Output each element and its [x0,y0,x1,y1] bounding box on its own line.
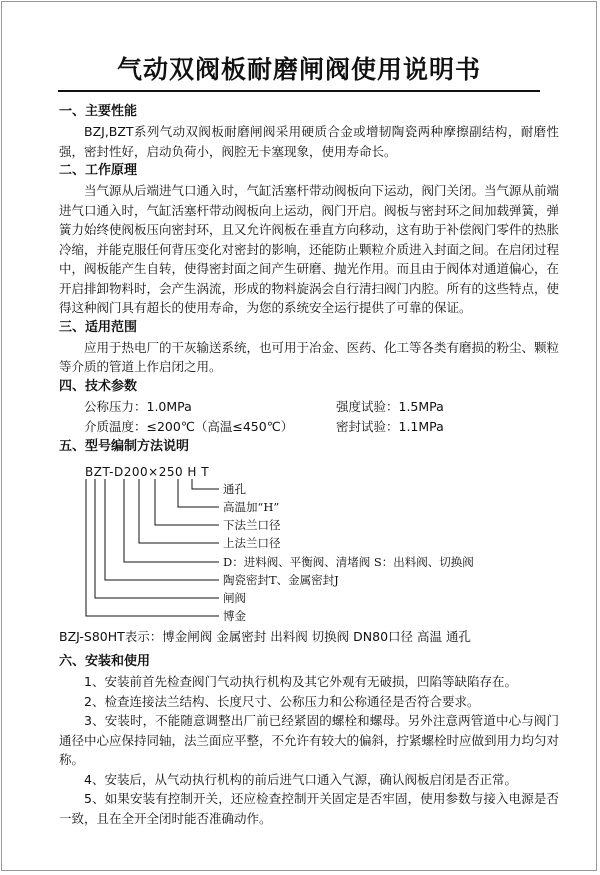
section-text-scope: 应用于热电厂的干灰输送系统，也可用于冶金、医药、化工等各类有磨损的粉尘、颗粒等介质的管道上作启闭之用。 [59,339,560,374]
model-label-brand: 博金 [223,608,246,623]
spec-table [84,397,559,437]
spec-seal-test: 密封试验：1.1MPa [336,418,444,434]
spec-temperature: 介质温度：≤200℃（高温≤450℃） [84,418,294,434]
manual-page [1,1,597,871]
model-code: BZT-D200×250 H T [85,464,210,479]
manual-body [59,102,559,828]
section-heading-principle: 二、工作原理 [59,163,138,178]
spec-strength-test: 强度试验：1.5MPa [336,398,444,414]
section-text-performance: BZJ,BZT系列气动双阀板耐磨闸阀采用硬质合金或增韧陶瓷两种摩擦副结构，耐磨性强，密封性好，启动负荷小，阀腔无卡塞现象，使用寿命长。 [59,124,559,159]
page-title: 气动双阀板耐磨闸阀使用说明书 [116,55,481,84]
model-label-seal-type: 陶瓷密封T、金属密封J [223,572,339,587]
install-item-1: 1、安装前首先检查阀门气动执行机构及其它外观有无破损，凹陷等缺陷存在。 [84,674,517,689]
title-underline [58,90,540,92]
model-label-through-hole: 通孔 [223,481,246,496]
section-heading-specs: 四、技术参数 [59,378,138,394]
section-heading-model: 五、型号编制方法说明 [59,438,190,454]
model-code-diagram [59,461,559,623]
model-code-leader-lines [59,461,559,623]
model-label-upper-flange: 上法兰口径 [223,535,281,550]
spec-pressure: 公称压力：1.0MPa [84,398,192,414]
install-item-2: 2、检查连接法兰结构、长度尺寸、公称压力和公称通径是否符合要求。 [84,693,480,709]
install-item-4: 4、安装后，从气动执行机构的前后进气口通入气源，确认阀板启闭是否正常。 [84,771,517,787]
model-label-gate-valve: 闸阀 [223,590,246,605]
section-heading-scope: 三、适用范围 [59,319,138,335]
install-item-3: 3、安装时，不能随意调整出厂前已经紧固的螺栓和螺母。另外注意两管道中心与阀门通径中心应保持同轴，法兰面应平整，不允许有较大的偏斜，拧紧螺栓时应做到用力均匀对称。 [59,713,560,767]
install-list [59,672,559,828]
model-label-high-temp: 高温加“H” [223,499,280,514]
section-heading-install: 六、安装和使用 [59,654,151,669]
section-heading-performance: 一、主要性能 [59,104,138,119]
model-label-valve-type: D：进料阀、平衡阀、清堵阀 S：出料阀、切换阀 [223,554,474,569]
model-label-lower-flange: 下法兰口径 [223,517,281,532]
install-item-5: 5、如果安装有控制开关，还应检查控制开关固定是否牢固，使用参数与接入电源是否一致，且在全开全闭时能否准确动作。 [59,791,559,826]
section-text-principle: 当气源从后端进气口通入时，气缸活塞杆带动阀板向下运动，阀门关闭。当气源从前端进气口通入时，气缸活塞杆带动阀板向上运动，阀门开启。阀板与密封环之间加载弹簧，弹簧力始终使阀板压向密封环，且又允许阀板在垂直方向移动，这有助于补偿阀门零件的热胀冷缩，并能克服任何背压变化对密封的影响，还能防止颗粒介质进入封面之间。在启闭过程中，阀板能产生自转，使得密封面之间产生研磨、抛光作用。而且由于阀体对通道偏心，在开启排卸物料时，会产生涡流，形成的物料旋涡会自行清扫阀门内腔。所有的这些特点，使得这种阀门具有超长的使用寿命，为您的系统安全运行提供了可靠的保证。 [59,183,560,315]
model-example: BZJ-S80HT表示：博金闸阀 金属密封 出料阀 切换阀 DN80口径 高温 通孔 [59,628,471,644]
